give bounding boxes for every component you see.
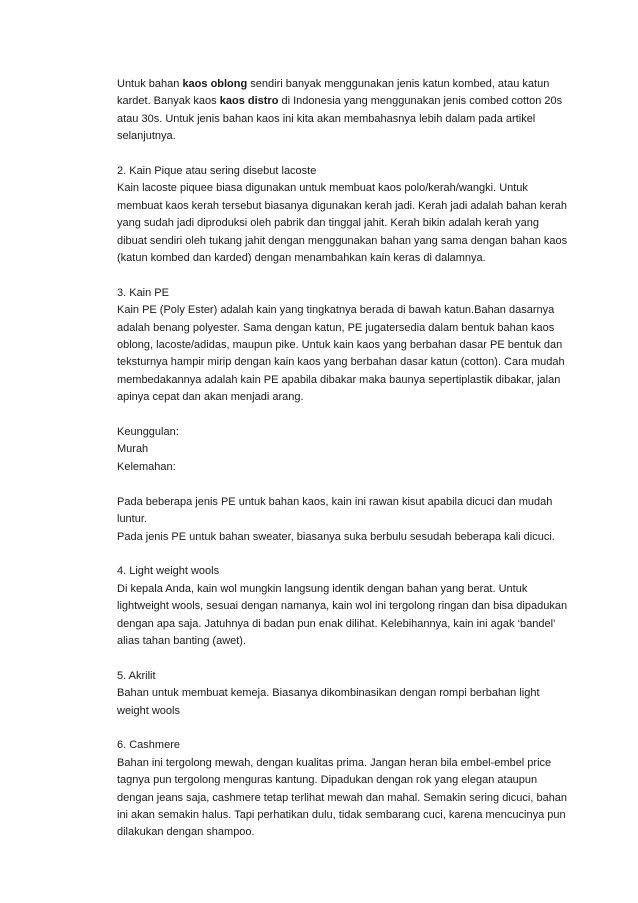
text-line: dilakukan dengan shampoo. [117,826,255,839]
text-line: lightweight wools, sesuai dengan namanya, kain wol ini tergolong ringan dan bisa dipadukan [117,600,568,613]
keunggulan-label: Keunggulan: [117,426,179,439]
text-line: dibuat sendiri oleh tukang jahit dengan menggunakan bahan yang sama dengan bahan kaos [117,234,568,247]
section-pique [117,163,567,267]
text-line: apinya cepat dan akan menjadi arang. [117,391,304,404]
text-line: Di kepala Anda, kain wol mungkin langsung identik dengan bahan yang berat. Untuk [117,582,528,595]
text-line: yang sudah jadi diproduksi oleh pabrik dan tinggal jahit. Kerah bikin adalah kerah yang [117,217,539,230]
text-line: ini akan semakin halus. Tapi perhatikan dulu, tidak sembarang cuci, karena mencucinya pun [117,808,566,821]
text-line: oblong, lacoste/adidas, maupun pike. Untuk kain kaos yang berbahan dasar PE bentuk dan [117,339,563,352]
document-body [117,76,567,842]
text-line: dengan apa saja. Jatuhnya di badan pun enak dilihat. Kelebihannya, kain ini agak ‘bandel’ [117,617,556,630]
text-line: (katun kombed dan karded) dengan menambahkan kain keras di dalamnya. [117,252,486,265]
intro-line-3: atau 30s. Untuk jenis bahan kaos ini kita akan membahasnya lebih dalam pada artikel [117,112,536,125]
section-heading: 2. Kain Pique atau sering disebut lacoste [117,165,317,178]
pe-kelemahan-details [117,494,567,546]
kaos-distro-bold: kaos distro [219,95,279,108]
section-heading: 4. Light weight wools [117,565,220,578]
text-line: tagnya pun tergolong menguras kantung. Dipadukan dengan rok yang elegan ataupun [117,774,538,787]
intro-line-4: selanjutnya. [117,130,176,143]
kelemahan-label: Kelemahan: [117,460,176,473]
section-heading: 3. Kain PE [117,286,169,299]
section-heading: 6. Cashmere [117,739,180,752]
pe-pros-cons [117,424,567,476]
intro-line-1: Untuk bahan kaos oblong sendiri banyak menggunakan jenis katun kombed, atau katun [117,78,550,90]
section-pe [117,285,567,407]
text-line: weight wools [117,704,180,717]
section-heading: 5. Akrilit [117,669,156,682]
text-line: Bahan ini tergolong mewah, dengan kualitas prima. Jangan heran bila embel-embel price [117,756,552,769]
text-line: teksturnya hampir mirip dengan kain kaos yang berbahan dasar katun (cotton). Cara mudah [117,356,565,369]
text-line: Kain lacoste piquee biasa digunakan untuk membuat kaos polo/kerah/wangki. Untuk [117,182,528,195]
text-line: Pada jenis PE untuk bahan sweater, biasanya suka berbulu sesudah beberapa kali dicuci. [117,530,555,543]
text-line: Bahan untuk membuat kemeja. Biasanya dikombinasikan dengan rompi berbahan light [117,687,540,700]
text-line: membedakannya adalah kain PE apabila dibakar maka baunya sepertiplastik dibakar, jalan [117,373,561,386]
text-line: Kain PE (Poly Ester) adalah kain yang tingkatnya berada di bawah katun.Bahan dasarnya [117,304,555,317]
text-line: Pada beberapa jenis PE untuk bahan kaos, kain ini rawan kisut apabila dicuci dan mudah [117,495,553,508]
text-line: adalah benang polyester. Sama dengan katun, PE jugatersedia dalam bentuk bahan kaos [117,321,555,334]
section-cashmere [117,737,567,841]
text-line: alias tahan banting (awet). [117,634,247,647]
text-line: dengan jeans saja, cashmere tetap terlihat mewah dan mahal. Semakin sering dicuci, bahan [117,791,568,804]
intro-line-2: kardet. Banyak kaos kaos distro di Indonesia yang menggunakan jenis combed cotton 20s [117,95,563,108]
intro-paragraph [117,76,567,146]
section-akrilit [117,668,567,720]
text-line: membuat kaos kerah tersebut biasanya digunakan kerah jadi. Kerah jadi adalah bahan kerah [117,199,567,212]
keunggulan-value: Murah [117,443,149,456]
kaos-oblong-bold: kaos oblong [182,78,248,90]
text-line: luntur. [117,513,147,526]
section-wools [117,563,567,650]
